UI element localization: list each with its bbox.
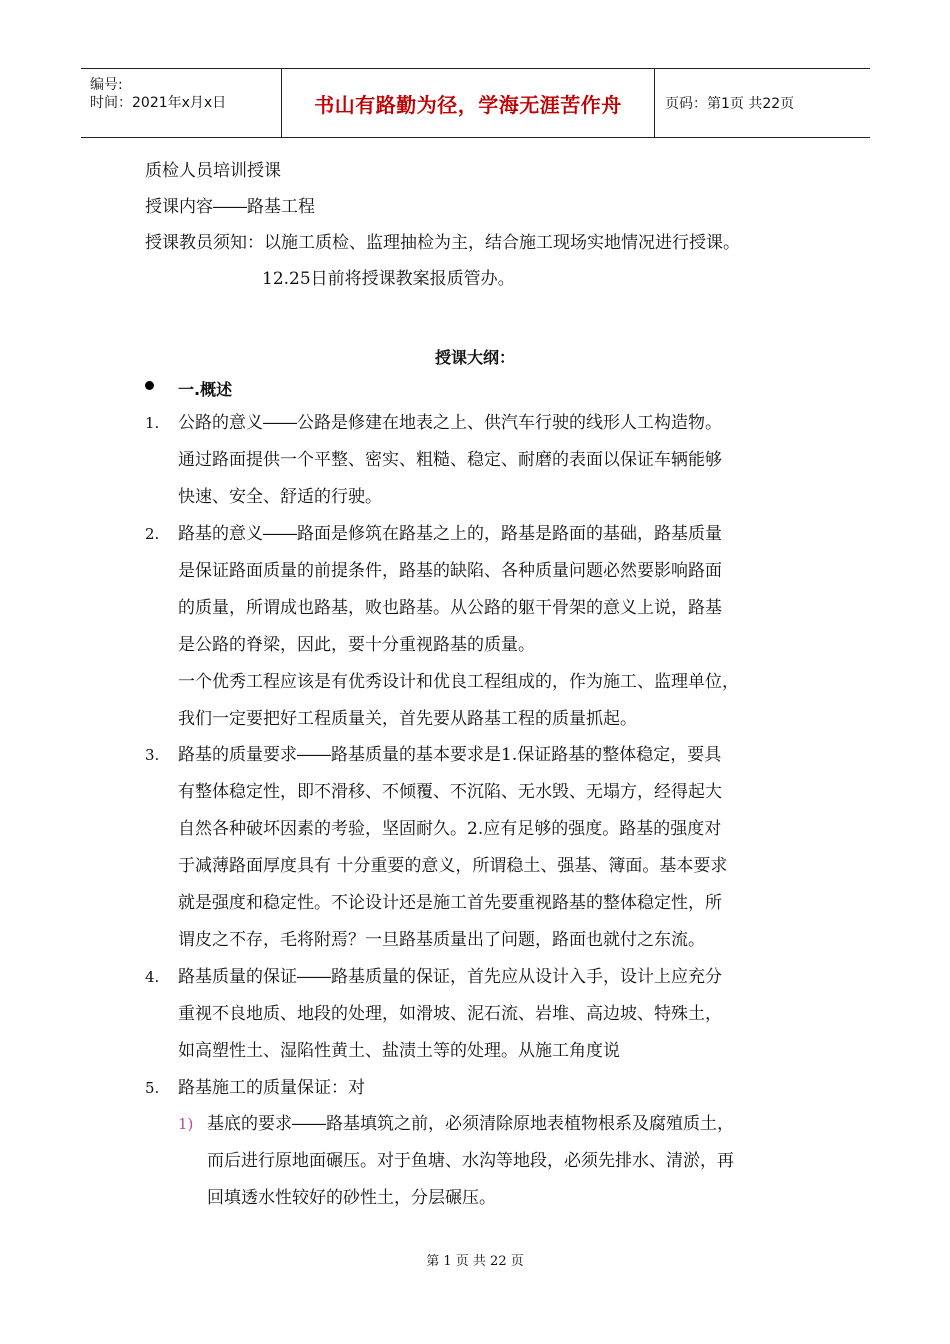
item-number: 3. xyxy=(145,746,160,764)
item-line: 重视不良地质、地段的处理，如滑坡、泥石流、岩堆、高边坡、特殊土， xyxy=(178,1004,722,1024)
intro-line-3: 授课教员须知：以施工质检、监理抽检为主，结合施工现场实地情况进行授课。 xyxy=(145,233,740,253)
page-footer: 第 1 页 共 22 页 xyxy=(426,1254,524,1269)
section-title: 一.概述 xyxy=(178,380,233,399)
time-label: 时间：2021年x月x日 xyxy=(90,95,227,111)
item-line: 我们一定要把好工程质量关，首先要从路基工程的质量抓起。 xyxy=(178,709,637,729)
item-line: 自然各种破坏因素的考验，坚固耐久。2.应有足够的强度。路基的强度对 xyxy=(178,819,722,839)
header-page-info: 页码：第1页 共22页 xyxy=(665,96,795,112)
subitem-line: 基底的要求――路基填筑之前，必须清除原地表植物根系及腐殖质土， xyxy=(207,1114,734,1134)
intro-line-2: 授课内容――路基工程 xyxy=(145,197,315,217)
item-line: 是公路的脊梁，因此，要十分重视路基的质量。 xyxy=(178,635,535,655)
item-line: 路基施工的质量保证：对 xyxy=(178,1078,365,1098)
outline-title: 授课大纲： xyxy=(434,348,515,367)
item-line: 路基的质量要求――路基质量的基本要求是1.保证路基的整体稳定，要具 xyxy=(178,745,722,765)
document-header-table xyxy=(81,68,870,138)
item-number: 5. xyxy=(145,1079,160,1097)
header-page-cell xyxy=(655,69,870,137)
subitem-line: 而后进行原地面碾压。对于鱼塘、水沟等地段，必须先排水、清淤，再 xyxy=(207,1151,734,1171)
item-line: 谓皮之不存，毛将附焉？一旦路基质量出了问题，路面也就付之东流。 xyxy=(178,930,705,950)
header-motto-cell xyxy=(282,69,655,137)
item-line: 一个优秀工程应该是有优秀设计和优良工程组成的，作为施工、监理单位， xyxy=(178,672,739,692)
item-line: 的质量，所谓成也路基，败也路基。从公路的躯干骨架的意义上说，路基 xyxy=(178,598,722,618)
item-line: 路基的意义――路面是修筑在路基之上的，路基是路面的基础，路基质量 xyxy=(178,524,722,544)
item-line: 通过路面提供一个平整、密实、粗糙、稳定、耐磨的表面以保证车辆能够 xyxy=(178,450,722,470)
item-line: 公路的意义――公路是修建在地表之上、供汽车行驶的线形人工构造物。 xyxy=(178,413,722,433)
subitem-number: 1) xyxy=(178,1115,194,1133)
item-line: 快速、安全、舒适的行驶。 xyxy=(178,487,382,507)
bullet-icon xyxy=(145,381,154,390)
item-line: 有整体稳定性，即不滑移、不倾覆、不沉陷、无水毁、无塌方，经得起大 xyxy=(178,782,722,802)
item-number: 2. xyxy=(145,525,160,543)
intro-line-1: 质检人员培训授课 xyxy=(145,161,281,181)
item-line: 是保证路面质量的前提条件，路基的缺陷、各种质量问题必然要影响路面 xyxy=(178,561,722,581)
header-motto: 书山有路勤为径，学海无涯苦作舟 xyxy=(314,92,622,117)
item-number: 4. xyxy=(145,968,160,986)
header-left-cell xyxy=(81,69,282,137)
intro-line-4: 12.25日前将授课教案报质管办。 xyxy=(262,269,515,289)
item-line: 于减薄路面厚度具有 十分重要的意义，所谓稳土、强基、簿面。基本要求 xyxy=(178,856,728,876)
item-number: 1. xyxy=(145,414,160,432)
item-line: 路基质量的保证――路基质量的保证，首先应从设计入手，设计上应充分 xyxy=(178,967,722,987)
code-label: 编号: xyxy=(90,77,123,93)
subitem-line: 回填透水性较好的砂性土，分层碾压。 xyxy=(207,1188,496,1208)
item-line: 如高塑性土、湿陷性黄土、盐渍土等的处理。从施工角度说 xyxy=(178,1041,620,1061)
item-line: 就是强度和稳定性。不论设计还是施工首先要重视路基的整体稳定性，所 xyxy=(178,893,722,913)
